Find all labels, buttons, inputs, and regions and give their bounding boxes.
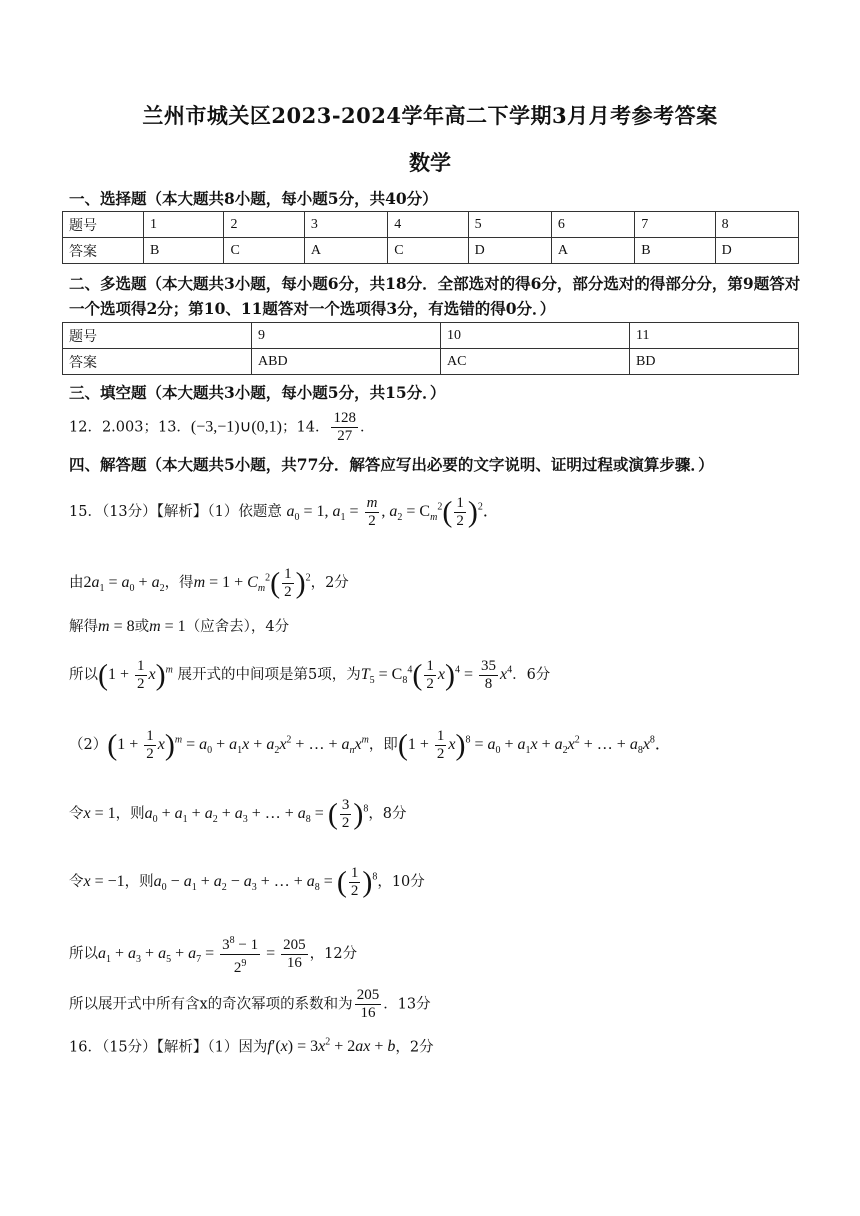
math-formula: (1 + $\frac{1}{2}$ $x)^m = a_0 + a_1x + a_2x^2$ + … + $a_nx^m$: [107, 728, 369, 762]
table-cell: 3: [304, 212, 387, 238]
table-cell: B: [635, 238, 715, 264]
row-label: 答案: [63, 349, 252, 375]
q15-line-8: [69, 932, 357, 977]
table-cell: 11: [630, 323, 799, 349]
table-cell: 2: [224, 212, 304, 238]
section1-number-row: [63, 212, 799, 238]
table-cell: BD: [630, 349, 799, 375]
answer-14-label: ；14．: [282, 419, 330, 436]
q15-line-6: [69, 797, 407, 832]
score-note: ，12分: [309, 946, 358, 963]
text: 由: [69, 575, 84, 592]
table-cell: AC: [441, 349, 630, 375]
score-note: ．6分: [512, 667, 551, 684]
math-formula: x = 1: [83, 805, 116, 823]
math-formula: $f'(x) = 3x^2 + 2ax + b$: [267, 1037, 396, 1056]
text: （2）: [69, 737, 108, 754]
text: 令: [69, 874, 84, 891]
math-formula: x = −1: [83, 873, 125, 891]
text: 所以: [69, 946, 98, 963]
text: 解得: [69, 619, 98, 635]
section3-heading: 三、填空题（本大题共3小题，每小题5分，共15分．）: [69, 383, 446, 402]
text: 或: [134, 619, 150, 635]
fill-answers-line: [69, 410, 374, 445]
section4-heading: 四、解答题（本大题共5小题，共77分．解答应写出必要的文字说明、证明过程或演算步骤．）: [69, 455, 714, 474]
score-note: （应舍去），4分: [185, 619, 290, 635]
section1-table: [62, 211, 799, 264]
q16-intro: 16．（15分）【解析】（1）因为: [69, 1039, 268, 1056]
subject-title: 数学: [409, 150, 451, 175]
answer-13-value: (−3,−1)∪(0,1): [190, 418, 282, 436]
fraction-numerator: 205: [356, 987, 380, 1003]
score-note: ，2分: [310, 575, 349, 592]
table-cell: 7: [635, 212, 715, 238]
section2-table: [62, 322, 799, 375]
q15-line-5: [69, 728, 671, 763]
table-cell: C: [388, 238, 468, 264]
table-cell: D: [468, 238, 551, 264]
math-formula: $a_1 + a_3 + a_5 + a_7$ = $\frac{3^8 - 1}{2^9}$ = $\frac{205}{16}$: [98, 945, 310, 962]
text: ，则: [124, 874, 154, 891]
math-formula: $a_0 = 1$, $a_1$ = $\frac{m}{2}$ , $a_2 = C_m^2$( $\frac{1}{2}$ )$^2$．: [286, 495, 499, 529]
fraction-denominator: 16: [360, 1005, 376, 1021]
q15-line-1: [69, 495, 499, 530]
math-formula: $m = 1 + C_m^2$( $\frac{1}{2}$ )$^2$: [193, 566, 311, 600]
section1-answer-row: [63, 238, 799, 264]
q16-line-1: [69, 1032, 434, 1058]
table-cell: 1: [144, 212, 224, 238]
math-formula: (1 + $\frac{1}{2}$ $x)^8 = a_0 + a_1x + a_2x^2$ + … + $a_8x^8$．: [397, 728, 671, 762]
math-formula: m = 8: [98, 618, 135, 635]
answer-12: 12．2.003；: [69, 419, 158, 436]
q15-line-3: [69, 616, 289, 638]
table-cell: 4: [388, 212, 468, 238]
table-cell: D: [715, 238, 798, 264]
row-label: 答案: [63, 238, 144, 264]
table-cell: 8: [715, 212, 798, 238]
text: 所以展开式中所有含x的奇次幂项的系数和为: [69, 996, 353, 1013]
math-formula: m = 1: [149, 618, 186, 635]
text: 所以: [69, 667, 98, 684]
row-label: 题号: [63, 212, 144, 238]
score-note: ．13分: [383, 996, 431, 1013]
fraction-denominator: 27: [337, 428, 353, 444]
q15-line-9: [69, 987, 431, 1022]
table-cell: A: [304, 238, 387, 264]
math-formula: $a_0 - a_1 + a_2 - a_3$ + … + $a_8$ = ( $\frac{1}{2}$ )$^8$: [153, 865, 378, 899]
table-cell: 10: [441, 323, 630, 349]
fraction-numerator: 128: [333, 410, 356, 426]
text: 令: [69, 806, 84, 823]
table-cell: A: [551, 238, 634, 264]
math-formula: (1 + $\frac{1}{2}$ x)$^m$: [98, 658, 173, 692]
table-cell: ABD: [252, 349, 441, 375]
section2-answer-row: [63, 349, 799, 375]
page-title: 兰州市城关区2023-2024学年高二下学期3月月考参考答案: [142, 103, 718, 128]
table-cell: C: [224, 238, 304, 264]
text: ，得: [164, 575, 194, 592]
text: ，即: [368, 737, 398, 754]
q15-line-2: [69, 566, 349, 601]
fraction: [355, 987, 382, 1022]
math-formula: $a_0 + a_1 + a_2 + a_3$ + … + $a_8$ = ( $\frac{3}{2}$ )$^8$: [144, 797, 369, 831]
score-note: ，2分: [395, 1039, 434, 1056]
text: 展开式的中间项是第5项，为: [177, 667, 361, 684]
section1-heading: 一、选择题（本大题共8小题，每小题5分，共40分）: [69, 189, 438, 208]
punctuation: ．: [359, 419, 375, 436]
section2-heading: 二、多选题（本大题共3小题，每小题6分，共18分．全部选对的得6分，部分选对的得部分分，第9题答对一个选项得2分；第10、11题答对一个选项得3分，有选错的得0分．）: [69, 274, 801, 318]
answer-14-fraction: [331, 410, 358, 445]
math-formula: $T_5 = C_8^4$( $\frac{1}{2}$ x)$^4$ = $\frac{35}{8}$ $x^4$: [360, 658, 513, 692]
section2-number-row: [63, 323, 799, 349]
score-note: ，10分: [377, 874, 425, 891]
table-cell: 6: [551, 212, 634, 238]
table-cell: B: [144, 238, 224, 264]
math-formula: $2a_1 = a_0 + a_2$: [83, 574, 165, 595]
table-cell: 9: [252, 323, 441, 349]
score-note: ，8分: [368, 806, 407, 823]
q15-intro: 15．（13分）【解析】（1）依题意: [69, 504, 282, 521]
text: ，则: [115, 806, 145, 823]
answer-13-label: 13．: [157, 419, 191, 436]
q15-line-4: [69, 658, 550, 693]
table-cell: 5: [468, 212, 551, 238]
q15-line-7: [69, 865, 425, 900]
row-label: 题号: [63, 323, 252, 349]
